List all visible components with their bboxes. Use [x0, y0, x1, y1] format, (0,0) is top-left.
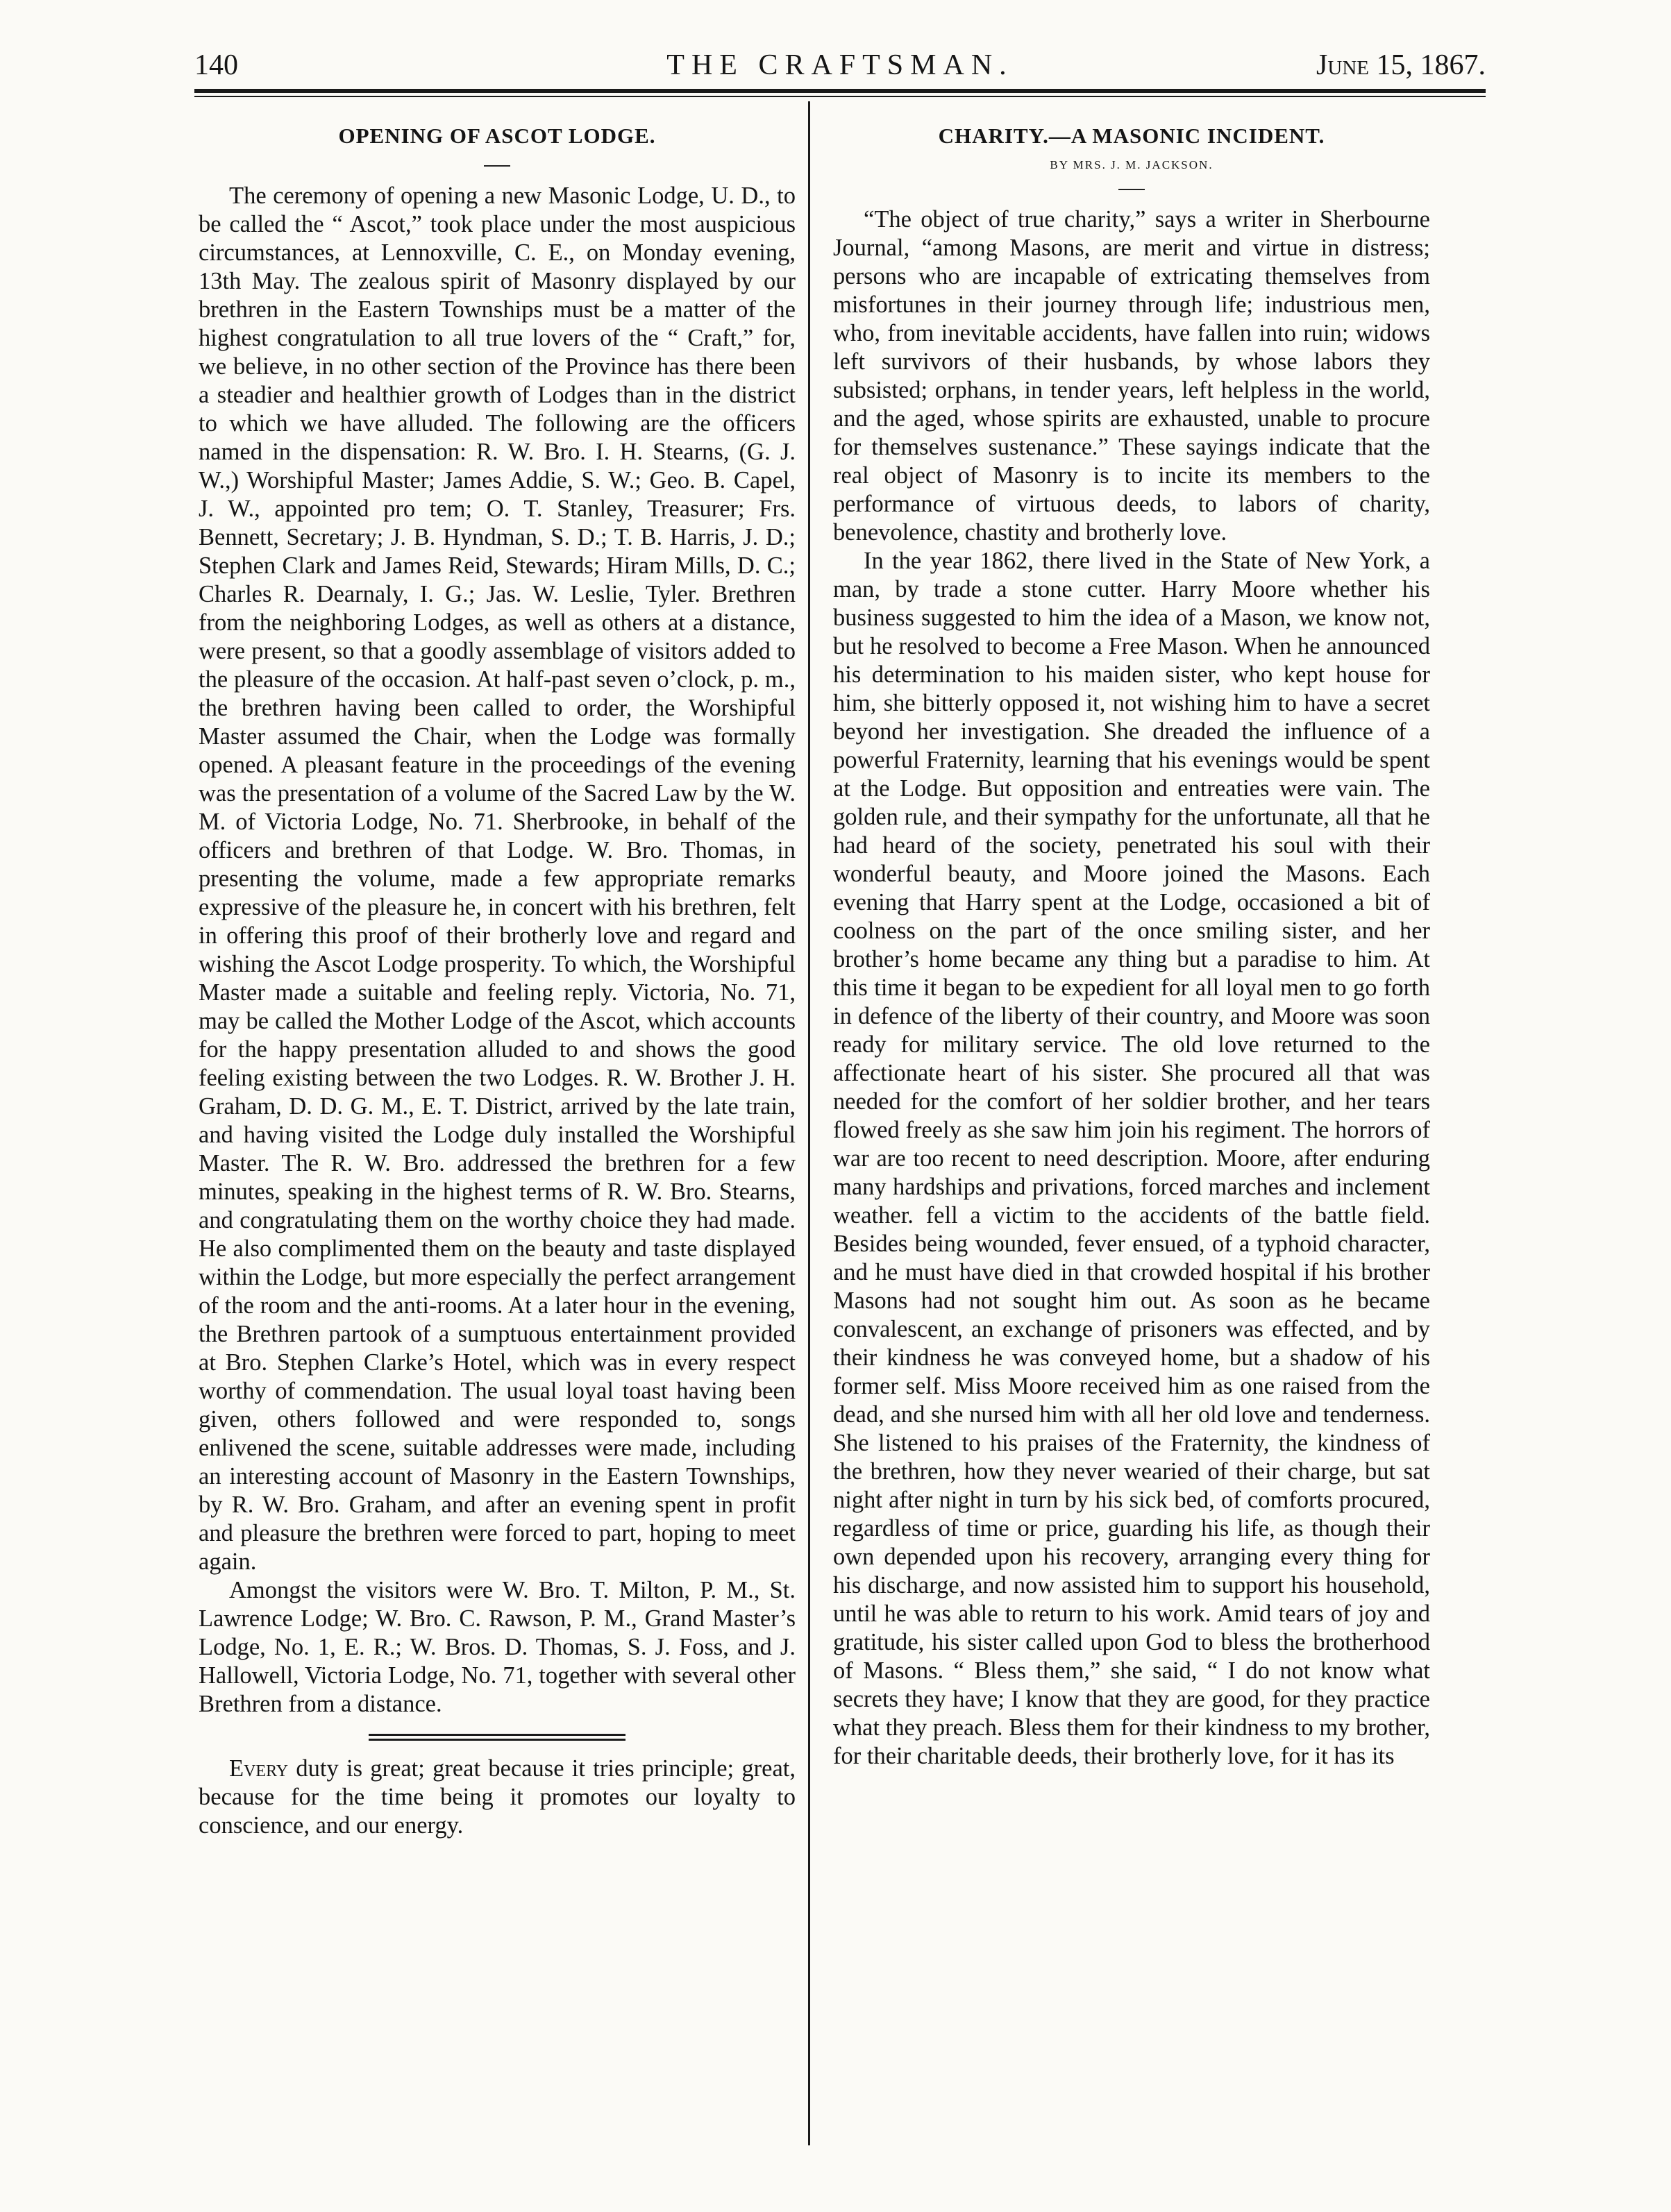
issue-date: June 15, 1867.: [1316, 49, 1486, 81]
left-column: [199, 122, 796, 1840]
column-divider: [808, 101, 810, 2145]
closing-lead-word: Every: [229, 1755, 289, 1782]
header-rule-thin: [194, 96, 1486, 97]
closing-text: duty is great; great because it tries principle; great, because for the time being it promotes our loyalty to conscience, and our energy.: [199, 1755, 796, 1839]
article-heading-ascot-lodge: OPENING OF ASCOT LODGE.: [338, 124, 656, 148]
heading-dash: [484, 165, 510, 167]
article-paragraph: “The object of true charity,” says a writer in Sherbourne Journal, “among Masons, are merit and virtue in distress; persons who are incapable of extricating themselves from misfortunes in their journey through life; industrious men, who, from inevitable accidents, have fallen into ruin; widows left survivors of their husbands, by whose labors they subsisted; orphans, in tender years, left helpless in the world, and the aged, whose spirits are exhausted, unable to procure for themselves sustenance.” These sayings indicate that the real object of Masonry is to incite its members to the performance of virtuous deeds, to labors of charity, benevolence, chastity and brotherly love.: [833, 206, 1430, 546]
byline-dash: [1118, 189, 1145, 190]
closing-paragraph: [199, 1755, 796, 1840]
article-paragraph: In the year 1862, there lived in the State of New York, a man, by trade a stone cutter. Harry Moore whether his business suggested to him the idea of a Mason, we know not, but he resolved to become a Free Mason. When he announced his determination to his maiden sister, who kept house for him, she bitterly opposed it, not wishing him to have a secret beyond her investigation. She dreaded the influence of a powerful Fraternity, learning that his evenings would be spent at the Lodge. But opposition and entreaties were vain. The golden rule, and their sympathy for the unfortunate, all that he had heard of the society, penetrated his soul with their wonderful beauty, and Moore joined the Masons. Each evening that Harry spent at the Lodge, occasioned a bit of coolness on the part of the once smiling sister, and her brother’s home became any thing but a paradise to him. At this time it began to be expedient for all loyal men to go forth in defence of the liberty of their country, and Moore was soon ready for military service. The old love returned to the affectionate heart of his sister. She procured all that was needed for the comfort of her soldier brother, and her tears flowed freely as she saw him join his regiment. The horrors of war are too recent to need description. Moore, after enduring many hardships and privations, forced marches and inclement weather. fell a victim to the accidents of the battle field. Besides being wounded, fever ensued, of a typhoid character, and he must have died in that crowded hospital if his brother Masons had not sought him out. As soon as he became convalescent, an exchange of prisoners was effected, and by their kindness he was conveyed home, but a shadow of his former self. Miss Moore received him as one raised from the dead, and she nursed him with all her old love and tenderness. She listened to his praises of the Fraternity, the kindness of the brethren, how they never wearied of their charge, but sat night after night in turn by his sick bed, of comforts procured, regardless of time or price, guarding his life, as though their own depended upon his recovery, arranging every thing for his discharge, and now assisted him to support his household, until he was able to return to his work. Amid tears of joy and gratitude, his sister called upon God to bless the brotherhood of Masons. “ Bless them,” she said, “ I do not know what secrets they have; I know that they are good, for they practice what they preach. Bless them for their kindness to my brother, for their charitable deeds, their brotherly love, for it has its: [833, 548, 1430, 1769]
header-rule-thick: [194, 89, 1486, 93]
section-double-rule: [369, 1734, 625, 1741]
byline: BY MRS. J. M. JACKSON.: [1050, 158, 1214, 171]
right-column: [833, 122, 1430, 1771]
article-paragraph: Amongst the visitors were W. Bro. T. Milton, P. M., St. Lawrence Lodge; W. Bro. C. Rawson, P. M., Grand Master’s Lodge, No. 1, E. R.; W. Bros. D. Thomas, S. J. Foss, and J. Hallowell, Victoria Lodge, No. 71, together with several other Brethren from a distance.: [199, 1577, 796, 1717]
publication-title: THE CRAFTSMAN.: [666, 49, 1014, 81]
article-heading-charity: CHARITY.—A MASONIC INCIDENT.: [938, 124, 1325, 148]
masthead: [194, 46, 1486, 85]
article-paragraph: The ceremony of opening a new Masonic Lodge, U. D., to be called the “ Ascot,” took place under the most auspicious circumstances, at Lennoxville, C. E., on Monday evening, 13th May. The zealous spirit of Masonry displayed by our brethren in the Eastern Townships must be a matter of the highest congratulation to all true lovers of the “ Craft,” for, we believe, in no other section of the Province has there been a steadier and healthier growth of Lodges than in the district to which we have alluded. The following are the officers named in the dispensation: R. W. Bro. I. H. Stearns, (G. J. W.,) Worshipful Master; James Addie, S. W.; Geo. B. Capel, J. W., appointed pro tem; O. T. Stanley, Treasurer; Frs. Bennett, Secretary; J. B. Hyndman, S. D.; T. B. Harris, J. D.; Stephen Clark and James Reid, Stewards; Hiram Mills, D. C.; Charles R. Dearnaly, I. G.; Jas. W. Leslie, Tyler. Brethren from the neighboring Lodges, as well as others at a distance, were present, so that a goodly assemblage of visitors added to the pleasure of the occasion. At half-past seven o’clock, p. m., the brethren having been called to order, the Worshipful Master assumed the Chair, when the Lodge was formally opened. A pleasant feature in the proceedings of the evening was the presentation of a volume of the Sacred Law by the W. M. of Victoria Lodge, No. 71. Sherbrooke, in behalf of the officers and brethren of that Lodge. W. Bro. Thomas, in presenting the volume, made a few appropriate remarks expressive of the pleasure he, in concert with his brethren, felt in offering this proof of their brotherly love and regard and wishing the Ascot Lodge prosperity. To which, the Worshipful Master made a suitable and feeling reply. Victoria, No. 71, may be called the Mother Lodge of the Ascot, which accounts for the happy presentation alluded to and shows the good feeling existing between the two Lodges. R. W. Brother J. H. Graham, D. D. G. M., E. T. District, arrived by the late train, and having visited the Lodge duly installed the Worshipful Master. The R. W. Bro. addressed the brethren for a few minutes, speaking in the highest terms of R. W. Bro. Stearns, and congratulating them on the worthy choice they had made. He also complimented them on the beauty and taste displayed within the Lodge, but more especially the perfect arrangement of the room and the anti-rooms. At a later hour in the evening, the Brethren partook of a sumptuous entertainment provided at Bro. Stephen Clarke’s Hotel, which was in every respect worthy of commendation. The usual loyal toast having been given, others followed and were responded to, songs enlivened the scene, suitable addresses were made, including an interesting account of Masonry in the Eastern Townships, by R. W. Bro. Graham, and after an evening spent in profit and pleasure the brethren were forced to part, hoping to meet again.: [199, 183, 796, 1575]
page-number: 140: [194, 49, 238, 81]
